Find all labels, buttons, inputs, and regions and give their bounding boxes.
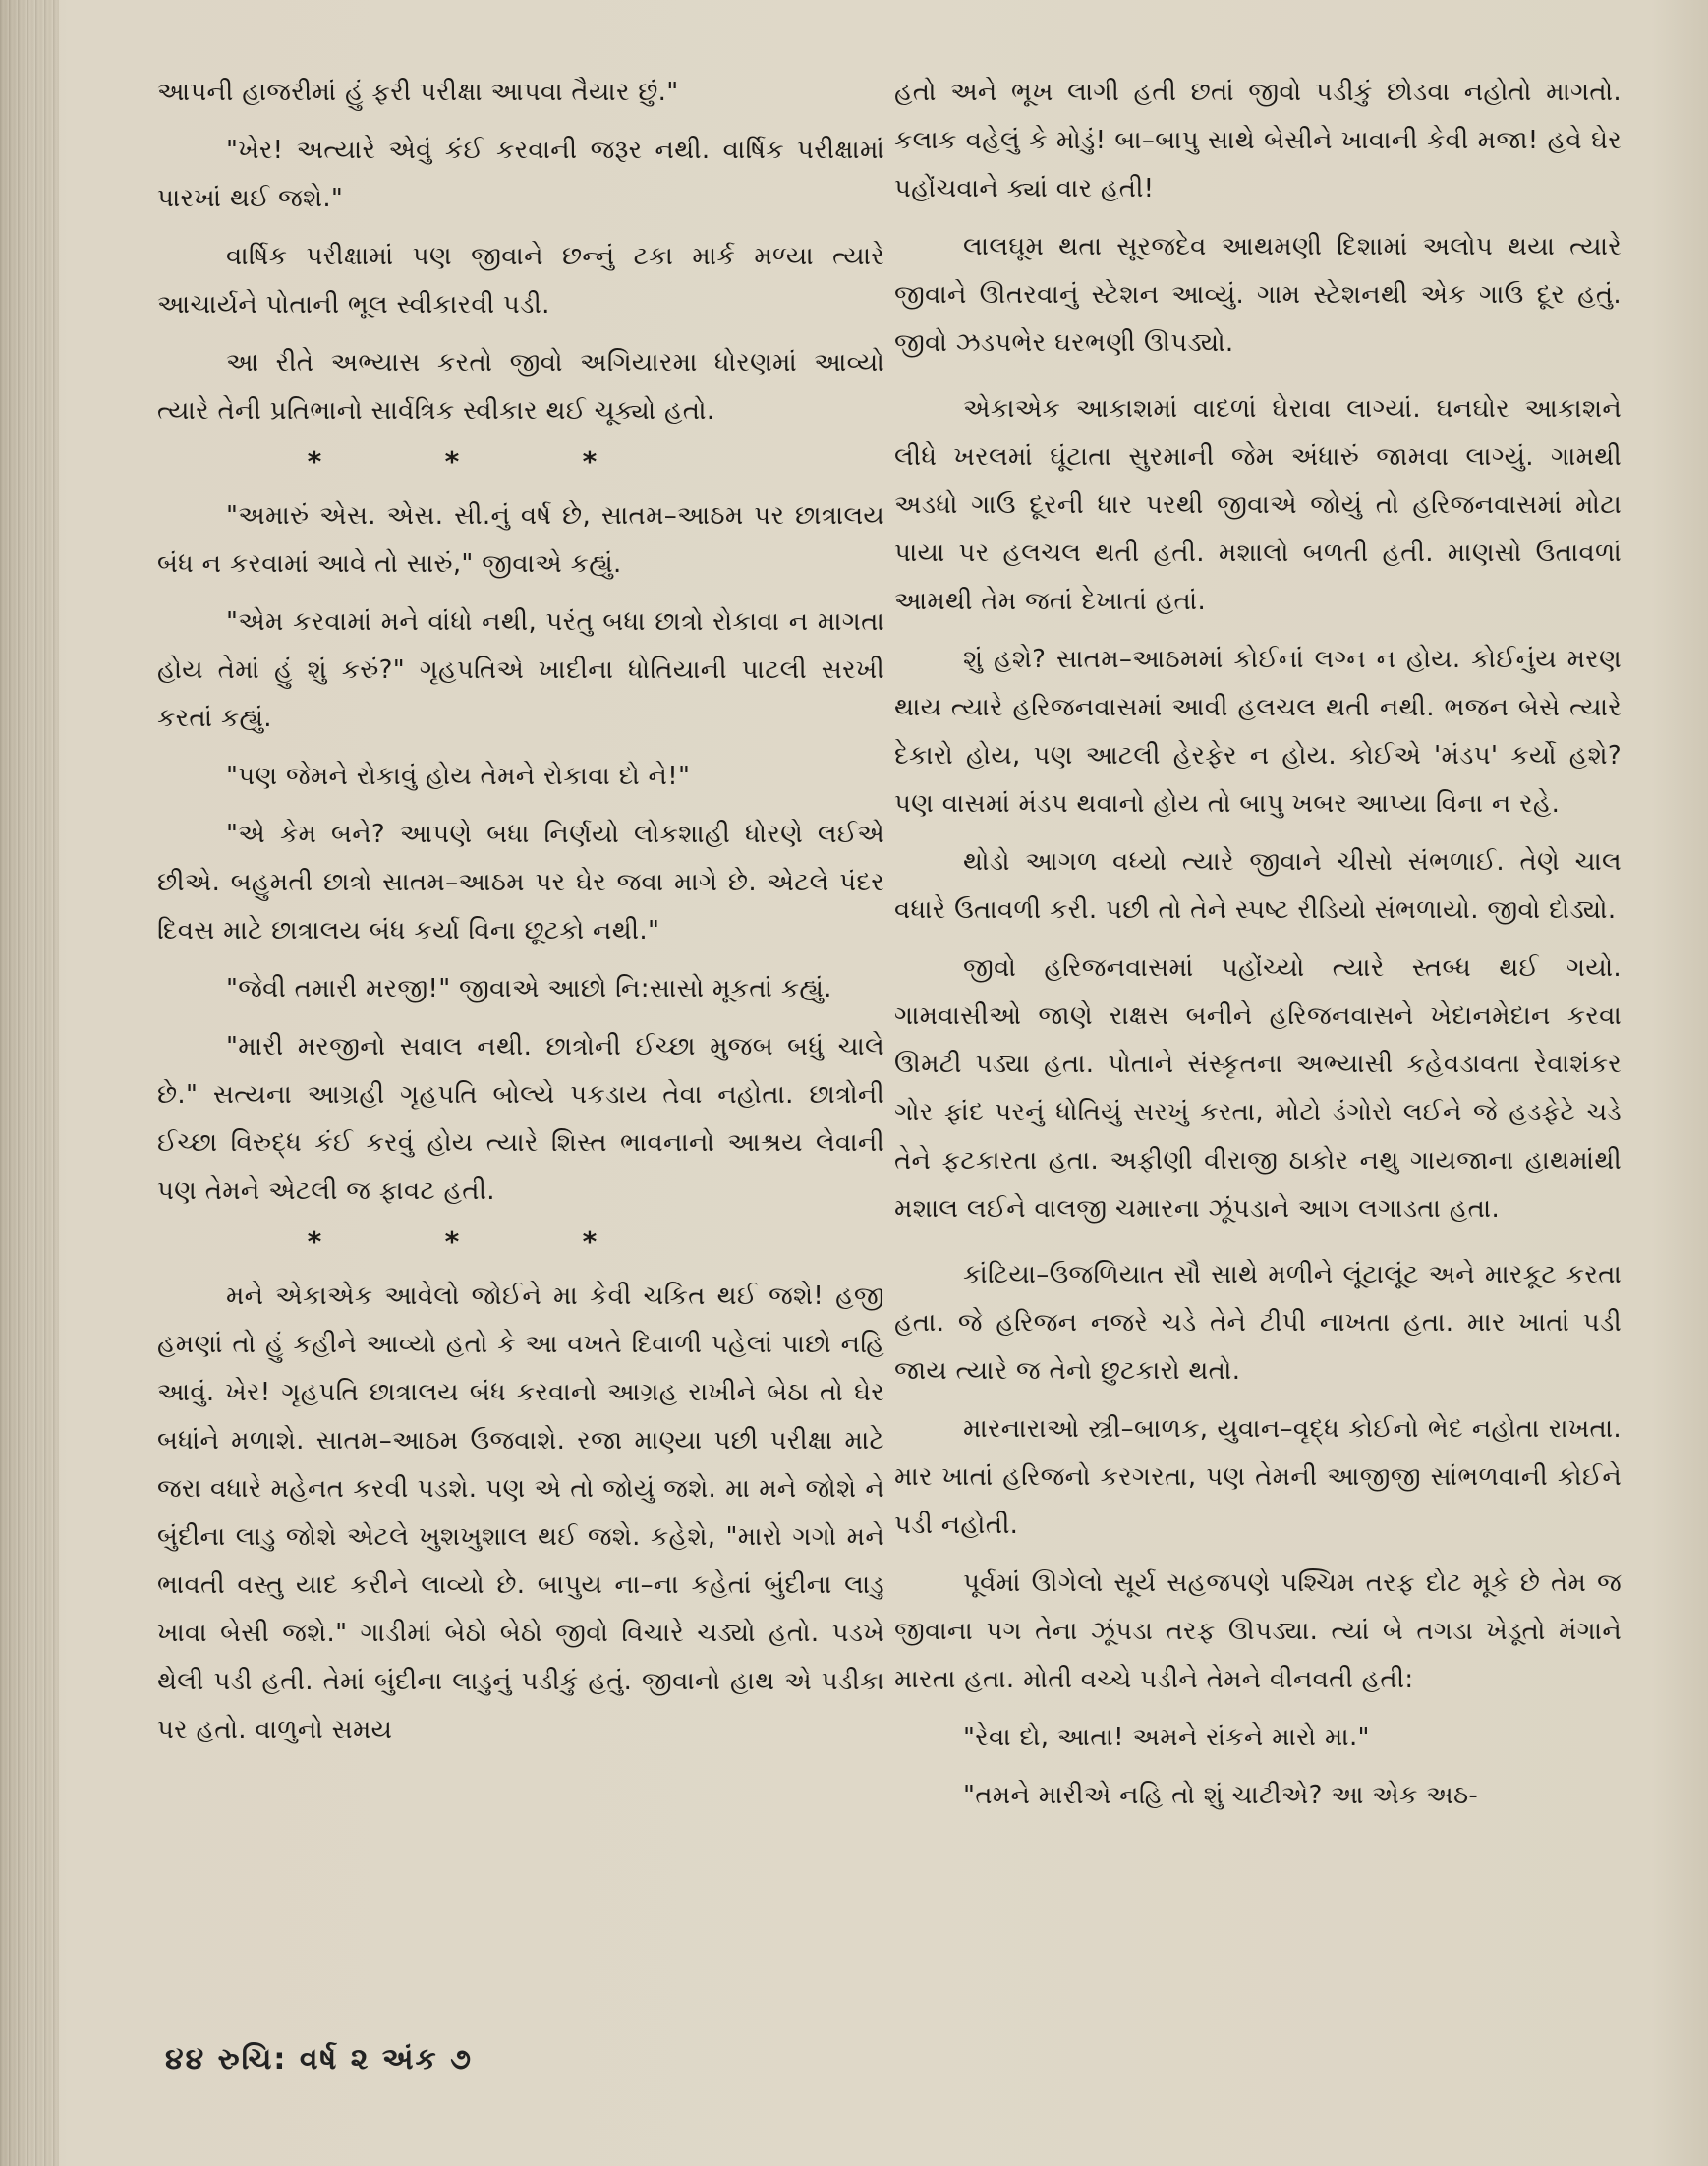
separator-star: *	[582, 445, 598, 478]
left-para-2: "ખેર! અત્યારે એવું કંઈ કરવાની જરૂર નથી. વાર્ષિક પરીક્ષામાં પારખાં થઈ જશે."	[157, 136, 884, 213]
left-para-7: "પણ જેમને રોકાવું હોય તેમને રોકાવા દો ને!"	[226, 762, 691, 791]
right-para-9: પૂર્વમાં ઊગેલો સૂર્ય સહજપણે પશ્ચિમ તરફ દોટ મૂકે છે તેમ જ જીવાના પગ તેના ઝૂંપડા તરફ ઊપડ્યા. ત્યાં બે તગડા ખેડૂતો મંગાને મારતા હતા. મોતી વચ્ચે પડીને તેમને વીનવતી હતી:	[894, 1568, 1622, 1694]
right-para-4: શું હશે? સાતમ–આઠમમાં કોઈનાં લગ્ન ન હોય. કોઈનુંય મરણ થાય ત્યારે હરિજનવાસમાં આવી હલચલ થતી નથી. ભજન બેસે ત્યારે દેકારો હોય, પણ આટલી હેરફેર ન હોય. કોઈએ 'મંડપ' કર્યો હશે? પણ વાસમાં મંડપ થવાનો હોય તો બાપુ ખબર આપ્યા વિના ન રહે.	[894, 645, 1622, 819]
right-para-7: કાંટિયા–ઉજળિયાત સૌ સાથે મળીને લૂંટાલૂંટ અને મારકૂટ કરતા હતા. જે હરિજન નજરે ચડે તેને ટીપી નાખતા હતા. માર ખાતાં પડી જાય ત્યારે જ તેનો છુટકારો થતો.	[894, 1260, 1622, 1386]
right-para-5: થોડો આગળ વધ્યો ત્યારે જીવાને ચીસો સંભળાઈ. તેણે ચાલ વધારે ઉતાવળી કરી. પછી તો તેને સ્પષ્ટ રીડિયો સંભળાયો. જીવો દોડ્યો.	[894, 847, 1622, 925]
left-para-8: "એ કેમ બને? આપણે બધા નિર્ણયો લોકશાહી ધોરણે લઈએ છીએ. બહુમતી છાત્રો સાતમ–આઠમ પર ઘેર જવા માગે છે. એટલે પંદર દિવસ માટે છાત્રાલય બંધ કર્યા વિના છૂટકો નથી."	[157, 820, 884, 945]
right-para-3: એકાએક આકાશમાં વાદળાં ઘેરાવા લાગ્યાં. ઘનઘોર આકાશને લીધે ખરલમાં ઘૂંટાતા સુરમાની જેમ અંધારું જામવા લાગ્યું. ગામથી અડધો ગાઉ દૂરની ધાર પરથી જીવાએ જોયું તો હરિજનવાસમાં મોટા પાયા પર હલચલ થતી હતી. મશાલો બળતી હતી. માણસો ઉતાવળાં આમથી તેમ જતાં દેખાતાં હતાં.	[894, 394, 1622, 616]
right-para-1: હતો અને ભૂખ લાગી હતી છતાં જીવો પડીકું છોડવા નહોતો માગતો. કલાક વહેલું કે મોડું! બા–બાપુ સાથે બેસીને ખાવાની કેવી મજા! હવે ઘેર પહોંચવાને ક્યાં વાર હતી!	[894, 78, 1622, 203]
separator-star: *	[582, 1226, 598, 1258]
separator-star: *	[444, 445, 460, 478]
page-edge-stack	[0, 0, 59, 2166]
section-separator-1	[246, 445, 658, 479]
right-para-6: જીવો હરિજનવાસમાં પહોંચ્યો ત્યારે સ્તબ્ધ થઈ ગયો. ગામવાસીઓ જાણે રાક્ષસ બનીને હરિજનવાસને ખેદાનમેદાન કરવા ઊમટી પડ્યા હતા. પોતાને સંસ્કૃતના અભ્યાસી કહેવડાવતા રેવાશંકર ગોર ફાંદ પરનું ધોતિયું સરખું કરતા, મોટો ડંગોરો લઈને જે હડફેટે ચડે તેને ફટકારતા હતા. અફીણી વીરાજી ઠાકોર નથુ ગાયજાના હાથમાંથી મશાલ લઈને વાલજી ચમારના ઝૂંપડાને આગ લગાડતા હતા.	[894, 953, 1622, 1224]
separator-star: *	[307, 1226, 322, 1258]
page-footer: ૪૪ રુચિ: વર્ષ ૨ અંક ૭	[165, 2042, 473, 2077]
left-para-4: આ રીતે અભ્યાસ કરતો જીવો અગિયારમા ધોરણમાં આવ્યો ત્યારે તેની પ્રતિભાનો સાર્વત્રિક સ્વીકાર થઈ ચૂક્યો હતો.	[157, 348, 884, 426]
right-para-11: "તમને મારીએ નહિ તો શું ચાટીએ? આ એક અઠ-	[963, 1781, 1479, 1810]
right-para-2: લાલઘૂમ થતા સૂરજદેવ આથમણી દિશામાં અલોપ થયા ત્યારે જીવાને ઊતરવાનું સ્ટેશન આવ્યું. ગામ સ્ટેશનથી એક ગાઉ દૂર હતું. જીવો ઝડપભેર ઘરભણી ઊપડ્યો.	[894, 232, 1622, 358]
separator-star: *	[444, 1226, 460, 1258]
left-para-3: વાર્ષિક પરીક્ષામાં પણ જીવાને છન્નું ટકા માર્ક મળ્યા ત્યારે આચાર્યને પોતાની ભૂલ સ્વીકારવી પડી.	[157, 242, 884, 319]
left-para-9: "જેવી તમારી મરજી!" જીવાએ આછો નિ:સાસો મૂકતાં કહ્યું.	[226, 974, 832, 1003]
right-column	[894, 69, 1622, 1830]
left-para-6: "એમ કરવામાં મને વાંધો નથી, પરંતુ બધા છાત્રો રોકાવા ન માગતા હોય તેમાં હું શું કરું?" ગૃહપતિએ ખાદીના ધોતિયાની પાટલી સરખી કરતાં કહ્યું.	[157, 607, 884, 733]
left-para-10: "મારી મરજીનો સવાલ નથી. છાત્રોની ઈચ્છા મુજબ બધું ચાલે છે." સત્યના આગ્રહી ગૃહપતિ બોલ્યે પકડાય તેવા નહોતા. છાત્રોની ઈચ્છા વિરુદ્ધ કંઈ કરવું હોય ત્યારે શિસ્ત ભાવનાનો આશ્રય લેવાની પણ તેમને એટલી જ ફાવટ હતી.	[157, 1032, 884, 1206]
right-para-10: "રેવા દો, આતા! અમને રાંકને મારો મા."	[963, 1723, 1370, 1752]
left-para-5: "અમારું એસ. એસ. સી.નું વર્ષ છે, સાતમ–આઠમ પર છાત્રાલય બંધ ન કરવામાં આવે તો સારું," જીવાએ કહ્યું.	[157, 501, 884, 579]
left-para-11: મને એકાએક આવેલો જોઈને મા કેવી ચકિત થઈ જશે! હજી હમણાં તો હું કહીને આવ્યો હતો કે આ વખતે દિવાળી પહેલાં પાછો નહિ આવું. ખેર! ગૃહપતિ છાત્રાલય બંધ કરવાનો આગ્રહ રાખીને બેઠા તો ઘેર બધાંને મળાશે. સાતમ–આઠમ ઉજવાશે. રજા માણ્યા પછી પરીક્ષા માટે જરા વધારે મહેનત કરવી પડશે. પણ એ તો જોયું જશે. મા મને જોશે ને બુંદીના લાડુ જોશે એટલે ખુશખુશાલ થઈ જશે. કહેશે, "મારો ગગો મને ભાવતી વસ્તુ યાદ કરીને લાવ્યો છે. બાપુય ના–ના કહેતાં બુંદીના લાડુ ખાવા બેસી જશે." ગાડીમાં બેઠો બેઠો જીવો વિચારે ચડ્યો હતો. પડખે થેલી પડી હતી. તેમાં બુંદીના લાડુનું પડીકું હતું. જીવાનો હાથ એ પડીકા પર હતો. વાળુનો સમય	[157, 1282, 884, 1744]
right-para-8: મારનારાઓ સ્ત્રી–બાળક, યુવાન–વૃદ્ધ કોઈનો ભેદ નહોતા રાખતા. માર ખાતાં હરિજનો કરગરતા, પણ તેમની આજીજી સાંભળવાની કોઈને પડી નહોતી.	[894, 1414, 1622, 1540]
left-column	[157, 69, 884, 1764]
separator-star: *	[307, 445, 322, 478]
section-separator-2	[246, 1226, 658, 1259]
left-para-1: આપની હાજરીમાં હું ફરી પરીક્ષા આપવા તૈયાર છું."	[157, 78, 679, 107]
